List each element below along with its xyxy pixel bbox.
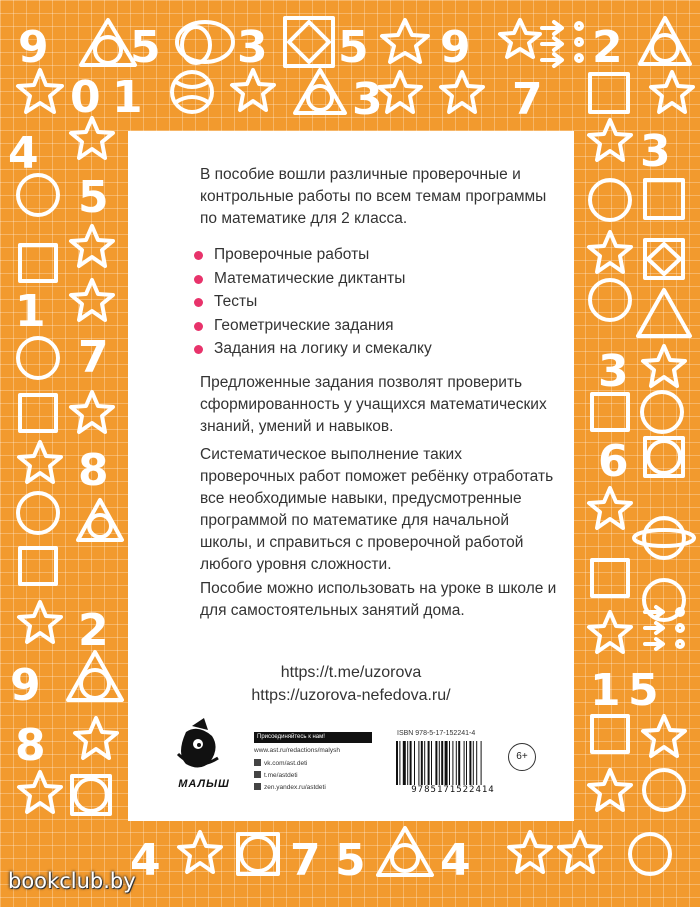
- paragraph-practice: Систематическое выполнение таких проверочных работ поможет ребёнку отработать все необходимые навыки, предусмотренные программой по математике для начальной школы, и справиться с проверочной работой любого уровня сложности.: [200, 446, 554, 573]
- barcode-bar: [469, 741, 471, 785]
- barcode-bar: [421, 741, 423, 785]
- barcode-bar: [439, 741, 440, 785]
- digit-doodle: 7: [290, 835, 321, 886]
- publisher-site: www.ast.ru/redactions/malysh: [254, 747, 340, 754]
- digit-doodle: 3: [598, 346, 629, 397]
- digit-doodle: 9: [18, 22, 49, 73]
- barcode-bar: [418, 741, 419, 785]
- website-link[interactable]: https://uzorova-nefedova.ru/: [251, 687, 451, 704]
- telegram-link[interactable]: https://t.me/uzorova: [280, 664, 422, 681]
- digit-doodle: 5: [335, 835, 366, 886]
- barcode-bar: [403, 741, 406, 785]
- bullet-dot-icon: [194, 251, 203, 260]
- barcode-number: 9785171522414: [411, 785, 495, 795]
- digit-doodle: 5: [78, 172, 109, 223]
- barcode-bar: [407, 741, 408, 785]
- digit-doodle: 2: [78, 605, 109, 656]
- watermark: bookclub.by: [8, 869, 136, 893]
- isbn-text: ISBN 978-5-17-152241-4: [397, 730, 476, 737]
- barcode-bar: [414, 741, 415, 785]
- digit-doodle: 5: [628, 665, 659, 716]
- age-rating-badge: 6+: [508, 743, 536, 771]
- paragraph-usage: Пособие можно использовать на уроке в школе и для самостоятельных занятий дома.: [200, 580, 557, 619]
- barcode-bar: [410, 741, 412, 785]
- list-item: Тесты: [194, 290, 432, 314]
- digit-doodle: 3: [640, 126, 671, 177]
- digit-doodle: 3: [237, 22, 268, 73]
- telegram-icon: [254, 771, 261, 778]
- barcode-bar: [435, 741, 437, 785]
- barcode-bar: [445, 741, 448, 785]
- digit-doodle: 9: [10, 660, 41, 711]
- barcode-bar: [396, 741, 398, 785]
- zen-icon: [254, 783, 261, 790]
- barcode-bar: [466, 741, 467, 785]
- paragraph-skills: Предложенные задания позволят проверить сформированность у учащихся математических знаний, умений и навыков.: [200, 374, 547, 435]
- barcode-bar: [476, 741, 477, 785]
- join-banner: Присоединяйтесь к нам!: [254, 732, 372, 743]
- barcode-bar: [428, 741, 430, 785]
- list-item: Геометрические задания: [194, 314, 432, 338]
- barcode: [394, 741, 512, 785]
- bullet-dot-icon: [194, 275, 203, 284]
- social-link: t.me/astdeti: [254, 771, 298, 779]
- barcode-bar: [456, 741, 457, 785]
- digit-doodle: 1: [112, 72, 143, 123]
- digit-doodle: 4: [130, 835, 161, 886]
- barcode-bar: [424, 741, 425, 785]
- digit-doodle: 9: [440, 22, 471, 73]
- barcode-bar: [452, 741, 453, 785]
- intro-paragraph: В пособие вошли различные проверочные и контрольные работы по всем темам программы по математике для 2 класса.: [200, 166, 547, 227]
- barcode-bar: [431, 741, 432, 785]
- digit-doodle: 2: [592, 22, 623, 73]
- contents-list: [194, 243, 432, 361]
- barcode-bar: [481, 741, 482, 785]
- barcode-bar: [464, 741, 465, 785]
- list-item: Задания на логику и смекалку: [194, 337, 432, 361]
- barcode-bar: [399, 741, 400, 785]
- digit-doodle: 8: [78, 445, 109, 496]
- list-item: Проверочные работы: [194, 243, 432, 267]
- barcode-bar: [441, 741, 443, 785]
- digit-doodle: 7: [512, 74, 543, 125]
- barcode-bar: [473, 741, 474, 785]
- list-item: Математические диктанты: [194, 267, 432, 291]
- digit-doodle: 5: [338, 22, 369, 73]
- publisher-name: МАЛЫШ: [178, 778, 230, 790]
- digit-doodle: 3: [352, 74, 383, 125]
- social-link: zen.yandex.ru/astdeti: [254, 783, 326, 791]
- barcode-bar: [449, 741, 450, 785]
- bullet-dot-icon: [194, 322, 203, 331]
- bullet-dot-icon: [194, 345, 203, 354]
- barcode-bar: [458, 741, 460, 785]
- digit-doodle: 7: [78, 332, 109, 383]
- digit-doodle: 0: [70, 72, 101, 123]
- digit-doodle: 4: [8, 128, 39, 179]
- digit-doodle: 1: [15, 286, 46, 337]
- digit-doodle: 5: [130, 22, 161, 73]
- bullet-dot-icon: [194, 298, 203, 307]
- digit-doodle: 6: [598, 436, 629, 487]
- text-panel: [128, 131, 574, 821]
- digit-doodle: 4: [440, 835, 471, 886]
- vk-icon: [254, 759, 261, 766]
- social-link: vk.com/ast.deti: [254, 759, 307, 767]
- digit-doodle: 8: [15, 720, 46, 771]
- digit-doodle: 1: [590, 665, 621, 716]
